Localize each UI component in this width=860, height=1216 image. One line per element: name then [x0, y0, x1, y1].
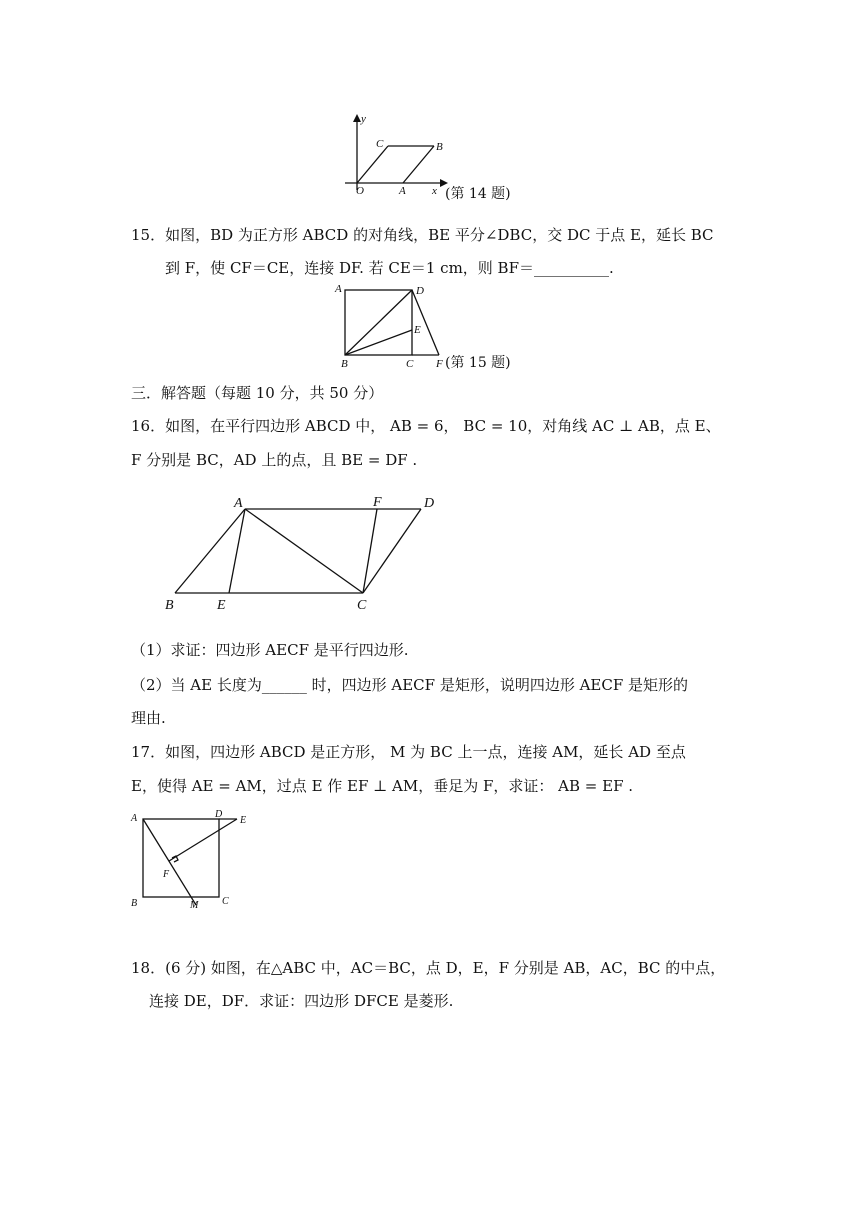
- q15-label-d: D: [416, 285, 424, 297]
- q15-caption: (第 15 题): [445, 355, 511, 371]
- q17-text-line1: 17．如图，四边形 ABCD 是正方形， M 为 BC 上一点，连接 AM，延长 AD 至点: [131, 743, 686, 761]
- q17-text-line2: E，使得 AE = AM，过点 E 作 EF ⊥ AM，垂足为 F，求证： AB = EF .: [131, 777, 634, 795]
- q16-text-line1: 16．如图，在平行四边形 ABCD 中， AB = 6， BC = 10，对角线 AC ⊥ AB，点 E、: [131, 417, 721, 435]
- q15-label-f: F: [436, 358, 443, 370]
- section3-title: 三．解答题（每题 10 分，共 50 分）: [131, 384, 384, 402]
- q16-text-line2: F 分别是 BC，AD 上的点，且 BE = DF .: [131, 451, 418, 469]
- q16-part2-continued: 理由.: [131, 709, 166, 727]
- q16-part1: （1）求证：四边形 AECF 是平行四边形.: [131, 641, 409, 659]
- q16-label-f: F: [373, 495, 382, 510]
- q18-text-line1: 18．(6 分) 如图，在△ABC 中，AC＝BC，点 D，E，F 分别是 AB，AC，BC 的中点，: [131, 959, 726, 977]
- q16-label-c: C: [357, 598, 367, 613]
- q17-label-d: D: [215, 809, 223, 820]
- q15-label-b: B: [341, 358, 348, 370]
- q14-label-a: A: [399, 185, 406, 197]
- q16-part2: （2）当 AE 长度为______ 时，四边形 AECF 是矩形，说明四边形 AECF 是矩形的: [131, 676, 689, 694]
- q14-label-y: y: [361, 113, 366, 125]
- q15-label-c: C: [406, 358, 414, 370]
- q14-label-x: x: [432, 185, 437, 197]
- q17-label-e: E: [240, 815, 247, 826]
- q15-text-line1: 15．如图，BD 为正方形 ABCD 的对角线，BE 平分∠DBC，交 DC 于点 E，延长 BC: [131, 226, 714, 244]
- q17-label-b: B: [131, 898, 138, 909]
- q17-label-f: F: [163, 869, 170, 880]
- q17-label-a: A: [131, 813, 138, 824]
- q15-label-a: A: [335, 283, 342, 295]
- q15-text-line2: 到 F，使 CF＝CE，连接 DF. 若 CE＝1 cm，则 BF＝__________.: [165, 259, 614, 277]
- q17-label-c: C: [222, 896, 229, 907]
- q14-label-o: O: [356, 185, 364, 197]
- q16-label-b: B: [165, 598, 174, 613]
- q14-label-b: B: [436, 141, 443, 153]
- q16-label-d: D: [424, 496, 435, 511]
- q14-label-c: C: [376, 138, 384, 150]
- q16-label-e: E: [217, 598, 226, 613]
- q18-text-line2: 连接 DE，DF．求证：四边形 DFCE 是菱形.: [149, 992, 454, 1010]
- q15-label-e: E: [414, 324, 421, 336]
- q16-label-a: A: [234, 496, 243, 511]
- q17-label-m: M: [190, 900, 199, 911]
- q14-caption: (第 14 题): [445, 186, 511, 202]
